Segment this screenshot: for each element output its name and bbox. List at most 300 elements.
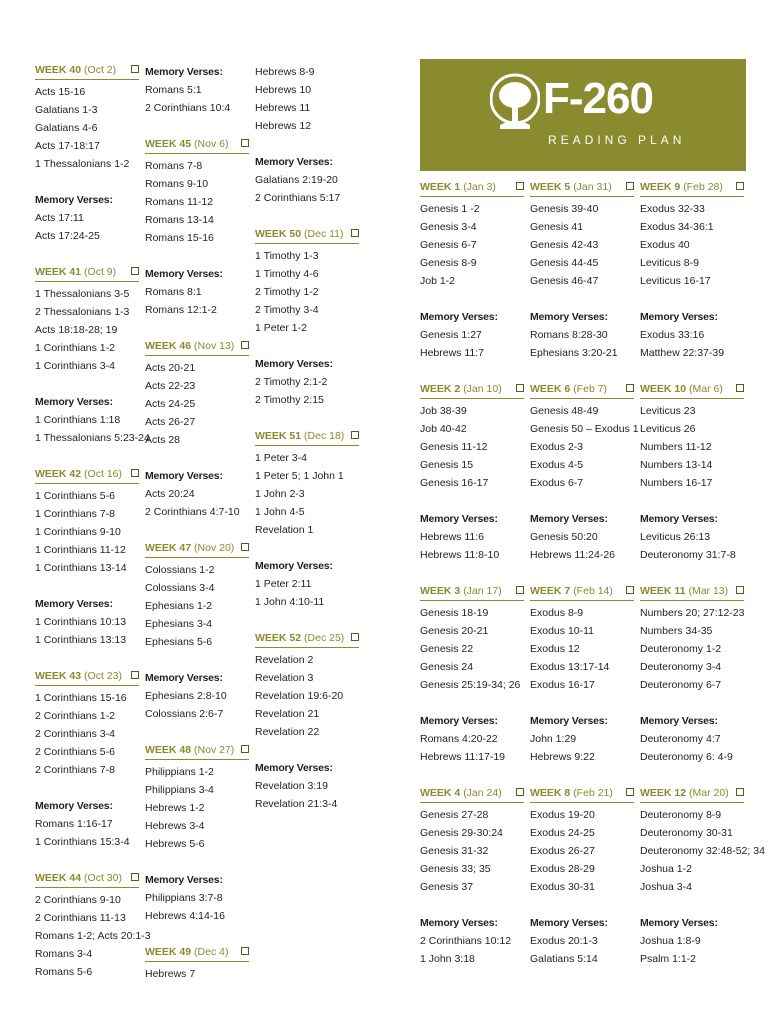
spacer bbox=[420, 694, 524, 712]
reading-item: Philippians 3-4 bbox=[145, 784, 214, 796]
week-checkbox[interactable] bbox=[516, 182, 524, 190]
spacer bbox=[255, 813, 359, 833]
memory-verses-label: Memory Verses: bbox=[420, 917, 498, 929]
week-number: WEEK 50 bbox=[255, 228, 302, 240]
week-header bbox=[420, 584, 524, 601]
reading-item: 2 Corinthians 7-8 bbox=[35, 764, 115, 776]
reading-item: Genesis 20-21 bbox=[420, 625, 489, 637]
week-date: (Nov 6) bbox=[194, 138, 229, 150]
plan-subtitle: READING PLAN bbox=[548, 133, 686, 147]
week-number: WEEK 12 bbox=[640, 787, 687, 799]
spacer bbox=[255, 409, 359, 429]
week-date: (Feb 14) bbox=[573, 585, 613, 597]
week-date: (Dec 18) bbox=[304, 430, 345, 442]
memory-verse-item: 2 Corinthians 4:7-10 bbox=[145, 506, 240, 518]
reading-item: 2 Corinthians 11-13 bbox=[35, 912, 126, 924]
week-date: (Feb 21) bbox=[573, 787, 613, 799]
reading-item: Revelation 2 bbox=[255, 654, 314, 666]
week-number: WEEK 7 bbox=[530, 585, 571, 597]
reading-item: Exodus 19-20 bbox=[530, 809, 595, 821]
reading-item: Hebrews 7 bbox=[145, 968, 196, 980]
week-block bbox=[530, 786, 634, 988]
week-number: WEEK 48 bbox=[145, 744, 192, 756]
spacer bbox=[420, 968, 524, 988]
memory-verses-label: Memory Verses: bbox=[255, 762, 333, 774]
memory-verse-item: Acts 17:24-25 bbox=[35, 230, 100, 242]
reading-item: Revelation 21 bbox=[255, 708, 320, 720]
reading-item: Exodus 6-7 bbox=[530, 477, 584, 489]
week-date: (Mar 20) bbox=[689, 787, 729, 799]
spacer bbox=[640, 564, 744, 584]
week-header bbox=[145, 137, 249, 154]
reading-item: Romans 9-10 bbox=[145, 178, 209, 190]
spacer bbox=[530, 492, 634, 510]
memory-verse-item: Romans 8:28-30 bbox=[530, 329, 608, 341]
spacer bbox=[530, 766, 634, 786]
memory-verse-item: Hebrews 11:24-26 bbox=[530, 549, 616, 561]
week-block bbox=[640, 584, 744, 786]
reading-item: Numbers 34-35 bbox=[640, 625, 713, 637]
memory-verses-label: Memory Verses: bbox=[145, 672, 223, 684]
memory-verses-label: Memory Verses: bbox=[640, 513, 718, 525]
reading-item: Deuteronomy 3-4 bbox=[640, 661, 722, 673]
memory-verses-label: Memory Verses: bbox=[530, 513, 608, 525]
memory-verse-item: Genesis 50:20 bbox=[530, 531, 598, 543]
week-block bbox=[640, 180, 744, 382]
spacer bbox=[640, 694, 744, 712]
reading-item: Exodus 40 bbox=[640, 239, 690, 251]
reading-item: Numbers 16-17 bbox=[640, 477, 713, 489]
spacer bbox=[640, 290, 744, 308]
reading-item: Colossians 1-2 bbox=[145, 564, 215, 576]
reading-item: Genesis 46-47 bbox=[530, 275, 599, 287]
spacer bbox=[420, 896, 524, 914]
reading-item: Genesis 41 bbox=[530, 221, 584, 233]
week-block bbox=[35, 871, 151, 981]
reading-item: Genesis 3-4 bbox=[420, 221, 477, 233]
week-checkbox[interactable] bbox=[351, 633, 359, 641]
week-date: (Oct 2) bbox=[84, 64, 117, 76]
week-checkbox[interactable] bbox=[736, 182, 744, 190]
week-block bbox=[640, 786, 765, 988]
reading-item: Deuteronomy 6-7 bbox=[640, 679, 722, 691]
reading-item: Deuteronomy 8-9 bbox=[640, 809, 722, 821]
memory-verse-item: Psalm 1:1-2 bbox=[640, 953, 697, 965]
reading-item: Exodus 12 bbox=[530, 643, 580, 655]
memory-verse-item: 2 Corinthians 10:4 bbox=[145, 102, 231, 114]
reading-item: Genesis 11-12 bbox=[420, 441, 488, 453]
week-checkbox[interactable] bbox=[351, 229, 359, 237]
reading-item: Revelation 1 bbox=[255, 524, 314, 536]
reading-item: Deuteronomy 30-31 bbox=[640, 827, 733, 839]
reading-item: Galatians 1-3 bbox=[35, 104, 98, 116]
memory-verse-item: Philippians 3:7-8 bbox=[145, 892, 223, 904]
spacer bbox=[420, 362, 524, 382]
week-number: WEEK 8 bbox=[530, 787, 571, 799]
spacer bbox=[255, 135, 359, 153]
reading-item: 1 Timothy 4-6 bbox=[255, 268, 319, 280]
memory-verse-item: Hebrews 11:6 bbox=[420, 531, 485, 543]
week-header bbox=[145, 339, 249, 356]
week-date: (Jan 10) bbox=[463, 383, 502, 395]
memory-verses-label: Memory Verses: bbox=[640, 917, 718, 929]
reading-item: 1 Corinthians 1-2 bbox=[35, 342, 115, 354]
reading-item: Exodus 13:17-14 bbox=[530, 661, 610, 673]
week-block bbox=[35, 467, 139, 669]
spacer bbox=[530, 290, 634, 308]
week-number: WEEK 3 bbox=[420, 585, 461, 597]
spacer bbox=[145, 925, 249, 945]
reading-item: Romans 11-12 bbox=[145, 196, 214, 208]
memory-verses-label: Memory Verses: bbox=[255, 156, 333, 168]
spacer bbox=[640, 766, 744, 786]
spacer bbox=[420, 290, 524, 308]
memory-verse-item: Revelation 3:19 bbox=[255, 780, 328, 792]
reading-item: Hebrews 5-6 bbox=[145, 838, 205, 850]
memory-verses-label: Memory Verses: bbox=[255, 358, 333, 370]
week-number: WEEK 52 bbox=[255, 632, 302, 644]
week-number: WEEK 42 bbox=[35, 468, 82, 480]
week-block bbox=[35, 265, 150, 467]
reading-item: Revelation 22 bbox=[255, 726, 320, 738]
week-block bbox=[255, 227, 359, 429]
spacer bbox=[145, 521, 249, 541]
memory-verses-label: Memory Verses: bbox=[530, 917, 608, 929]
reading-item: Numbers 13-14 bbox=[640, 459, 713, 471]
memory-verse-item: Genesis 1:27 bbox=[420, 329, 482, 341]
week-header bbox=[420, 382, 524, 399]
week-header bbox=[530, 382, 634, 399]
week-checkbox[interactable] bbox=[626, 384, 634, 392]
reading-item: Deuteronomy 32:48-52; 34 bbox=[640, 845, 765, 857]
week-block bbox=[145, 743, 249, 945]
memory-verse-item: Galatians 2:19-20 bbox=[255, 174, 338, 186]
reading-item: Acts 18:18-28; 19 bbox=[35, 324, 118, 336]
reading-item: Genesis 37 bbox=[420, 881, 474, 893]
reading-item: Acts 26-27 bbox=[145, 416, 196, 428]
memory-verse-item: 2 Timothy 2:15 bbox=[255, 394, 324, 406]
reading-item: 1 Peter 1-2 bbox=[255, 322, 307, 334]
reading-item: Romans 13-14 bbox=[145, 214, 214, 226]
week-block bbox=[255, 631, 359, 833]
week-header bbox=[35, 63, 139, 80]
memory-verse-item: 1 John 3:18 bbox=[420, 953, 475, 965]
reading-item: 1 Timothy 1-3 bbox=[255, 250, 319, 262]
reading-item: Genesis 48-49 bbox=[530, 405, 599, 417]
spacer bbox=[35, 447, 139, 467]
week-block bbox=[145, 137, 249, 339]
week-number: WEEK 46 bbox=[145, 340, 192, 352]
week-checkbox[interactable] bbox=[131, 469, 139, 477]
reading-item: 2 Timothy 3-4 bbox=[255, 304, 319, 316]
reading-item: Genesis 42-43 bbox=[530, 239, 599, 251]
week-block bbox=[530, 180, 634, 382]
week-header bbox=[420, 786, 524, 803]
reading-item: Genesis 29-30:24 bbox=[420, 827, 503, 839]
week-number: WEEK 4 bbox=[420, 787, 461, 799]
week-checkbox[interactable] bbox=[626, 788, 634, 796]
reading-item: Acts 15-16 bbox=[35, 86, 86, 98]
memory-verse-item: Revelation 21:3-4 bbox=[255, 798, 338, 810]
memory-verses-label: Memory Verses: bbox=[420, 513, 498, 525]
week-checkbox[interactable] bbox=[131, 65, 139, 73]
reading-item: Genesis 31-32 bbox=[420, 845, 489, 857]
spacer bbox=[145, 853, 249, 871]
spacer bbox=[145, 723, 249, 743]
memory-verses-label: Memory Verses: bbox=[420, 715, 498, 727]
reading-item: 1 Corinthians 15-16 bbox=[35, 692, 127, 704]
memory-verse-item: Romans 1:16-17 bbox=[35, 818, 113, 830]
week-block bbox=[255, 63, 359, 227]
week-date: (Mar 13) bbox=[688, 585, 729, 597]
reading-item: Galatians 4-6 bbox=[35, 122, 98, 134]
week-block bbox=[255, 429, 359, 631]
reading-item: Deuteronomy 1-2 bbox=[640, 643, 722, 655]
week-checkbox[interactable] bbox=[131, 267, 139, 275]
reading-item: Romans 1-2; Acts 20:1-3 bbox=[35, 930, 151, 942]
spacer bbox=[145, 247, 249, 265]
reading-item: Genesis 15 bbox=[420, 459, 474, 471]
reading-item: Acts 22-23 bbox=[145, 380, 196, 392]
week-checkbox[interactable] bbox=[736, 788, 744, 796]
reading-item: Genesis 24 bbox=[420, 661, 474, 673]
week-block bbox=[640, 382, 744, 584]
spacer bbox=[420, 492, 524, 510]
week-block bbox=[420, 786, 524, 988]
reading-item: Acts 24-25 bbox=[145, 398, 196, 410]
memory-verses-label: Memory Verses: bbox=[35, 396, 113, 408]
reading-item: 2 Corinthians 1-2 bbox=[35, 710, 115, 722]
reading-item: Genesis 1 -2 bbox=[420, 203, 480, 215]
reading-item: Exodus 10-11 bbox=[530, 625, 595, 637]
reading-item: Genesis 27-28 bbox=[420, 809, 489, 821]
week-checkbox[interactable] bbox=[241, 947, 249, 955]
week-checkbox[interactable] bbox=[516, 586, 524, 594]
reading-item: Leviticus 8-9 bbox=[640, 257, 699, 269]
reading-item: Job 38-39 bbox=[420, 405, 467, 417]
spacer bbox=[640, 492, 744, 510]
tree-logo-icon bbox=[490, 69, 540, 159]
week-checkbox[interactable] bbox=[626, 586, 634, 594]
reading-item: Genesis 25:19-34; 26 bbox=[420, 679, 521, 691]
reading-item: Genesis 33; 35 bbox=[420, 863, 491, 875]
reading-item: Leviticus 16-17 bbox=[640, 275, 711, 287]
memory-verse-item: Leviticus 26:13 bbox=[640, 531, 711, 543]
memory-verses-label: Memory Verses: bbox=[145, 66, 223, 78]
week-checkbox[interactable] bbox=[351, 431, 359, 439]
week-header bbox=[640, 180, 744, 197]
spacer bbox=[255, 611, 359, 631]
spacer bbox=[640, 896, 744, 914]
week-date: (Jan 31) bbox=[573, 181, 612, 193]
memory-verse-item: Hebrews 11:8-10 bbox=[420, 549, 500, 561]
reading-item: Acts 17-18:17 bbox=[35, 140, 100, 152]
spacer bbox=[35, 375, 139, 393]
reading-item: Exodus 32-33 bbox=[640, 203, 705, 215]
reading-item: 1 Corinthians 3-4 bbox=[35, 360, 115, 372]
week-checkbox[interactable] bbox=[516, 788, 524, 796]
week-number: WEEK 40 bbox=[35, 64, 82, 76]
memory-verse-item: Exodus 33:16 bbox=[640, 329, 705, 341]
spacer bbox=[35, 779, 139, 797]
week-header bbox=[35, 669, 139, 686]
memory-verse-item: Deuteronomy 31:7-8 bbox=[640, 549, 736, 561]
week-checkbox[interactable] bbox=[241, 139, 249, 147]
reading-item: Revelation 3 bbox=[255, 672, 314, 684]
week-header bbox=[145, 743, 249, 760]
memory-verse-item: 2 Corinthians 5:17 bbox=[255, 192, 341, 204]
memory-verses-label: Memory Verses: bbox=[35, 800, 113, 812]
reading-plan-banner bbox=[420, 59, 746, 171]
reading-item: Acts 20-21 bbox=[145, 362, 196, 374]
week-date: (Nov 13) bbox=[194, 340, 235, 352]
reading-item: Genesis 8-9 bbox=[420, 257, 477, 269]
week-header bbox=[640, 786, 744, 803]
week-header bbox=[530, 786, 634, 803]
spacer bbox=[420, 564, 524, 584]
reading-item: Hebrews 12 bbox=[255, 120, 312, 132]
spacer bbox=[530, 694, 634, 712]
week-number: WEEK 6 bbox=[530, 383, 571, 395]
spacer bbox=[145, 651, 249, 669]
reading-item: Exodus 16-17 bbox=[530, 679, 595, 691]
reading-item: Exodus 2-3 bbox=[530, 441, 584, 453]
reading-item: Genesis 50 – Exodus 1 bbox=[530, 423, 639, 435]
memory-verse-item: Hebrews 11:7 bbox=[420, 347, 485, 359]
spacer bbox=[255, 539, 359, 557]
spacer bbox=[145, 319, 249, 339]
memory-verse-item: 1 Corinthians 1:18 bbox=[35, 414, 121, 426]
week-header bbox=[640, 382, 744, 399]
reading-item: Ephesians 3-4 bbox=[145, 618, 213, 630]
reading-item: Exodus 8-9 bbox=[530, 607, 584, 619]
reading-item: 1 Corinthians 5-6 bbox=[35, 490, 115, 502]
reading-item: Leviticus 23 bbox=[640, 405, 696, 417]
memory-verse-item: John 1:29 bbox=[530, 733, 577, 745]
spacer bbox=[35, 577, 139, 595]
memory-verse-item: Romans 4:20-22 bbox=[420, 733, 498, 745]
week-date: (Oct 9) bbox=[84, 266, 117, 278]
week-date: (Feb 7) bbox=[573, 383, 608, 395]
week-checkbox[interactable] bbox=[131, 873, 139, 881]
week-date: (Oct 16) bbox=[84, 468, 122, 480]
plan-column bbox=[420, 180, 524, 988]
week-checkbox[interactable] bbox=[241, 745, 249, 753]
reading-item: Numbers 11-12 bbox=[640, 441, 712, 453]
week-date: (Jan 24) bbox=[463, 787, 502, 799]
memory-verse-item: Exodus 20:1-3 bbox=[530, 935, 598, 947]
plan-column bbox=[145, 63, 249, 983]
memory-verses-label: Memory Verses: bbox=[35, 194, 113, 206]
week-date: (Dec 11) bbox=[304, 228, 344, 240]
week-header bbox=[255, 227, 359, 244]
spacer bbox=[255, 337, 359, 355]
reading-item: Romans 15-16 bbox=[145, 232, 214, 244]
reading-item: Hebrews 10 bbox=[255, 84, 312, 96]
memory-verse-item: Joshua 1:8-9 bbox=[640, 935, 701, 947]
week-block bbox=[145, 339, 249, 541]
reading-item: Numbers 20; 27:12-23 bbox=[640, 607, 745, 619]
reading-item: 1 John 4-5 bbox=[255, 506, 305, 518]
spacer bbox=[640, 362, 744, 382]
reading-item: 2 Corinthians 5-6 bbox=[35, 746, 115, 758]
week-number: WEEK 47 bbox=[145, 542, 192, 554]
reading-item: 1 Corinthians 7-8 bbox=[35, 508, 115, 520]
week-checkbox[interactable] bbox=[131, 671, 139, 679]
memory-verse-item: Hebrews 11:17-19 bbox=[420, 751, 506, 763]
memory-verse-item: Romans 5:1 bbox=[145, 84, 202, 96]
reading-item: Genesis 18-19 bbox=[420, 607, 489, 619]
reading-item: Genesis 44-45 bbox=[530, 257, 599, 269]
memory-verse-item: Deuteronomy 4:7 bbox=[640, 733, 721, 745]
reading-item: Ephesians 5-6 bbox=[145, 636, 213, 648]
week-block bbox=[420, 382, 524, 584]
week-header bbox=[35, 871, 139, 888]
memory-verse-item: Ephesians 3:20-21 bbox=[530, 347, 618, 359]
plan-column bbox=[35, 63, 151, 981]
memory-verses-label: Memory Verses: bbox=[640, 311, 718, 323]
week-date: (Oct 23) bbox=[84, 670, 122, 682]
reading-item: Genesis 22 bbox=[420, 643, 474, 655]
memory-verses-label: Memory Verses: bbox=[420, 311, 498, 323]
week-checkbox[interactable] bbox=[241, 543, 249, 551]
week-checkbox[interactable] bbox=[626, 182, 634, 190]
reading-item: Exodus 24-25 bbox=[530, 827, 595, 839]
memory-verse-item: Hebrews 4:14-16 bbox=[145, 910, 225, 922]
week-date: (Feb 28) bbox=[683, 181, 723, 193]
week-date: (Nov 20) bbox=[194, 542, 235, 554]
week-block bbox=[35, 669, 139, 871]
memory-verses-label: Memory Verses: bbox=[530, 715, 608, 727]
week-checkbox[interactable] bbox=[736, 586, 744, 594]
memory-verse-item: 1 Corinthians 15:3-4 bbox=[35, 836, 130, 848]
reading-item: 1 John 2-3 bbox=[255, 488, 305, 500]
week-number: WEEK 44 bbox=[35, 872, 82, 884]
memory-verses-label: Memory Verses: bbox=[530, 311, 608, 323]
week-block bbox=[145, 541, 249, 743]
reading-item: Genesis 6-7 bbox=[420, 239, 477, 251]
reading-item: Exodus 28-29 bbox=[530, 863, 595, 875]
memory-verse-item: Galatians 5:14 bbox=[530, 953, 598, 965]
plan-column bbox=[255, 63, 359, 833]
week-checkbox[interactable] bbox=[736, 384, 744, 392]
reading-item: Philippians 1-2 bbox=[145, 766, 214, 778]
reading-item: Hebrews 11 bbox=[255, 102, 311, 114]
week-number: WEEK 51 bbox=[255, 430, 302, 442]
week-number: WEEK 45 bbox=[145, 138, 192, 150]
memory-verse-item: Acts 17:11 bbox=[35, 212, 84, 224]
reading-item: 2 Thessalonians 1-3 bbox=[35, 306, 130, 318]
reading-item: Joshua 3-4 bbox=[640, 881, 692, 893]
week-date: (Nov 27) bbox=[194, 744, 235, 756]
memory-verses-label: Memory Verses: bbox=[145, 470, 223, 482]
spacer bbox=[35, 851, 139, 871]
week-header bbox=[640, 584, 744, 601]
reading-item: 1 Peter 3-4 bbox=[255, 452, 307, 464]
reading-item: Hebrews 8-9 bbox=[255, 66, 315, 78]
week-header bbox=[35, 467, 139, 484]
reading-item: Job 40-42 bbox=[420, 423, 467, 435]
memory-verse-item: Matthew 22:37-39 bbox=[640, 347, 725, 359]
memory-verse-item: Ephesians 2:8-10 bbox=[145, 690, 227, 702]
reading-item: 2 Timothy 1-2 bbox=[255, 286, 319, 298]
reading-item: Exodus 26-27 bbox=[530, 845, 595, 857]
week-number: WEEK 5 bbox=[530, 181, 571, 193]
week-header bbox=[255, 429, 359, 446]
week-checkbox[interactable] bbox=[516, 384, 524, 392]
spacer bbox=[35, 245, 139, 265]
week-checkbox[interactable] bbox=[241, 341, 249, 349]
